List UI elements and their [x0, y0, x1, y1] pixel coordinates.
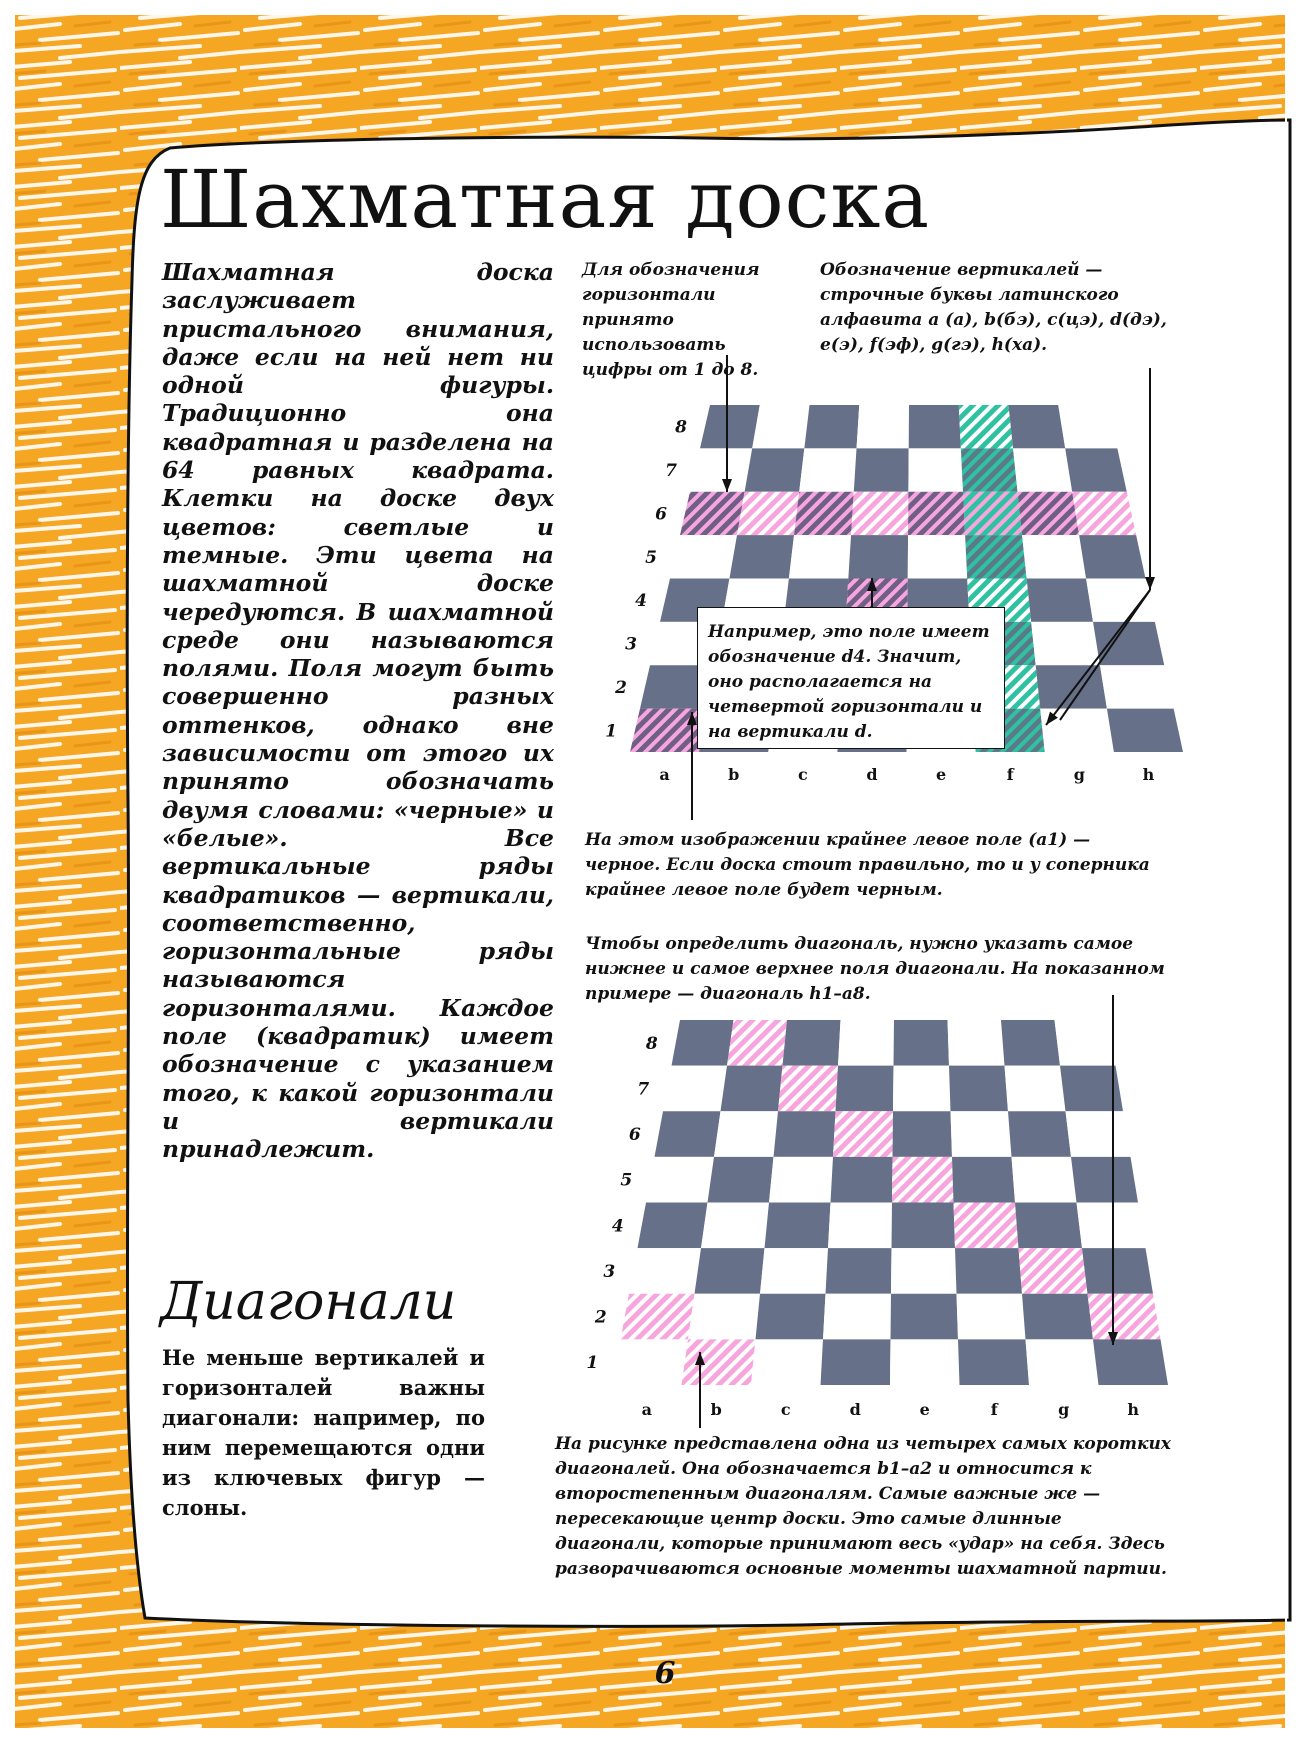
square-a7 [663, 1066, 727, 1112]
square-d3 [826, 1248, 892, 1294]
square-b1 [682, 1339, 756, 1385]
square-f1 [958, 1339, 1029, 1385]
square-g6 [1008, 1111, 1071, 1157]
square-d2 [823, 1294, 891, 1340]
square-e5 [892, 1157, 954, 1203]
caption-a1: На этом изображении крайнее левое поле (a1) — черное. Если доска стоит правильно, то и у соперника крайнее левое поле будет черным. [585, 830, 1150, 900]
square-d5 [831, 1157, 893, 1203]
square-f8 [948, 1020, 1005, 1066]
rank-label: 1 [586, 1353, 599, 1374]
square-f7 [949, 1066, 1008, 1112]
square-e7 [893, 1066, 951, 1112]
square-d4 [828, 1203, 892, 1249]
file-label: e [935, 765, 947, 784]
square-f3 [955, 1248, 1022, 1294]
square-b6 [714, 1111, 778, 1157]
square-a3 [629, 1248, 701, 1294]
caption-ranks: Для обозначения горизонтали принято использовать цифры от 1 до 8. [582, 260, 760, 380]
square-c8 [783, 1020, 841, 1066]
file-label: h [1142, 765, 1155, 784]
square-b7 [721, 1066, 783, 1112]
square-f6 [951, 1111, 1012, 1157]
square-g1 [1026, 1339, 1099, 1385]
square-c4 [765, 1203, 831, 1249]
square-b3 [695, 1248, 765, 1294]
square-a2 [621, 1294, 695, 1340]
square-c5 [769, 1157, 833, 1203]
square-h2 [1088, 1294, 1161, 1340]
file-label: c [780, 1400, 791, 1419]
square-f4 [954, 1203, 1019, 1249]
square-g2 [1022, 1294, 1093, 1340]
file-label: c [797, 765, 808, 784]
rank-label: 5 [620, 1170, 633, 1191]
rank-label: 2 [594, 1307, 607, 1328]
file-label: f [990, 1400, 998, 1419]
square-a4 [638, 1203, 708, 1249]
square-e3 [891, 1248, 957, 1294]
rank-label: 5 [645, 547, 657, 568]
file-label: e [919, 1400, 930, 1419]
square-d7 [836, 1066, 894, 1112]
rank-label: 4 [635, 591, 647, 612]
square-e6 [893, 1111, 953, 1157]
rank-label: 1 [605, 721, 617, 742]
rank-label: 6 [655, 504, 667, 525]
file-label: a [659, 765, 670, 784]
square-e4 [892, 1203, 956, 1249]
rank-label: 2 [615, 677, 627, 698]
square-h4 [1077, 1203, 1146, 1249]
rank-label: 8 [645, 1033, 658, 1054]
file-label: g [1073, 765, 1085, 784]
file-label: d [849, 1400, 861, 1419]
page-number: 6 [654, 1656, 676, 1691]
square-h3 [1082, 1248, 1153, 1294]
rank-label: 6 [628, 1125, 641, 1146]
file-label: d [866, 765, 878, 784]
square-g5 [1012, 1157, 1077, 1203]
square-c2 [756, 1294, 826, 1340]
square-d8 [838, 1020, 894, 1066]
file-label: a [641, 1400, 652, 1419]
file-label: b [728, 765, 740, 784]
intro-paragraph: Шахматная доска заслуживает пристального внимания, даже если на ней нет ни одной фигуры. Традиционно она квадратная и разделена на 64 равных квадрата. Клетки на доске двух цветов: светлые и темные. Эти цвета на шахматной доске чередуются. В шахматной среде они называются полями. Поля могут быть совершенно разных оттенков, однако вне зависимости от этого их принято обозначать двумя словами: «черные» и «белые». Все вертикальные ряды квадратиков — вертикали, соответственно, горизонтальные ряды называются горизонталями. Каждое поле (квадратик) имеет обозначение с указанием того, к какой горизонтали и вертикали принадлежит. [162, 258, 554, 1164]
square-a5 [646, 1157, 714, 1203]
square-g8 [1001, 1020, 1060, 1066]
square-h6 [1066, 1111, 1131, 1157]
square-g4 [1015, 1203, 1082, 1249]
caption-diagonal: Чтобы определить диагональ, нужно указать самое нижнее и самое верхнее поля диагонали. На показанном примере — диагональ h1–a8. [585, 934, 1165, 1004]
file-label: h [1127, 1400, 1140, 1419]
caption-short-diagonal: На рисунке представлена одна из четырех самых коротких диагоналей. Она обозначается b1–a2 и относится к второстепенным диагоналям. Самые важные же — пересекающие центр доски. Это самые длинные диагонали, которые принимают весь «удар» на себя. Здесь разворачиваются основные моменты шахматной партии. [555, 1434, 1171, 1579]
square-d1 [821, 1339, 891, 1385]
square-h8 [1055, 1020, 1116, 1066]
square-c3 [760, 1248, 828, 1294]
rank-label: 3 [603, 1261, 616, 1282]
square-h1 [1093, 1339, 1168, 1385]
square-a1 [612, 1339, 688, 1385]
square-a8 [672, 1020, 734, 1066]
diagonals-heading: Диагонали [160, 1272, 457, 1332]
square-f5 [952, 1157, 1015, 1203]
file-label: b [710, 1400, 722, 1419]
square-g3 [1019, 1248, 1088, 1294]
rank-label: 3 [625, 634, 637, 655]
file-label: g [1058, 1400, 1070, 1419]
square-b4 [701, 1203, 769, 1249]
square-b8 [727, 1020, 787, 1066]
file-label: f [1006, 765, 1014, 784]
rank-label: 8 [675, 417, 687, 438]
rank-label: 7 [637, 1079, 650, 1100]
square-e8 [894, 1020, 950, 1066]
diagonals-text: Не меньше вертикалей и горизонталей важны диагонали: например, по ним перемещаются одни из ключевых фигур — слоны. [162, 1345, 485, 1520]
square-b5 [708, 1157, 774, 1203]
square-b2 [688, 1294, 760, 1340]
square-c1 [751, 1339, 823, 1385]
square-a6 [655, 1111, 721, 1157]
rank-label: 4 [611, 1216, 624, 1237]
square-f2 [957, 1294, 1026, 1340]
square-c6 [774, 1111, 836, 1157]
square-h5 [1071, 1157, 1138, 1203]
square-g7 [1005, 1066, 1066, 1112]
rank-label: 7 [665, 461, 677, 482]
square-e1 [890, 1339, 960, 1385]
square-c7 [778, 1066, 838, 1112]
page-title: Шахматная доска [160, 153, 931, 246]
caption-files: Обозначение вертикалей — строчные буквы латинского алфавита a (a), b(бэ), c(цэ), d(дэ), e(э), f(эф), g(гэ), h(ха). [820, 260, 1167, 355]
square-e2 [891, 1294, 959, 1340]
square-d6 [833, 1111, 893, 1157]
callout-d4: Например, это поле имеет обозначение d4. Значит, оно располагается на четвертой горизонтали и на вертикали d. [697, 607, 1005, 749]
